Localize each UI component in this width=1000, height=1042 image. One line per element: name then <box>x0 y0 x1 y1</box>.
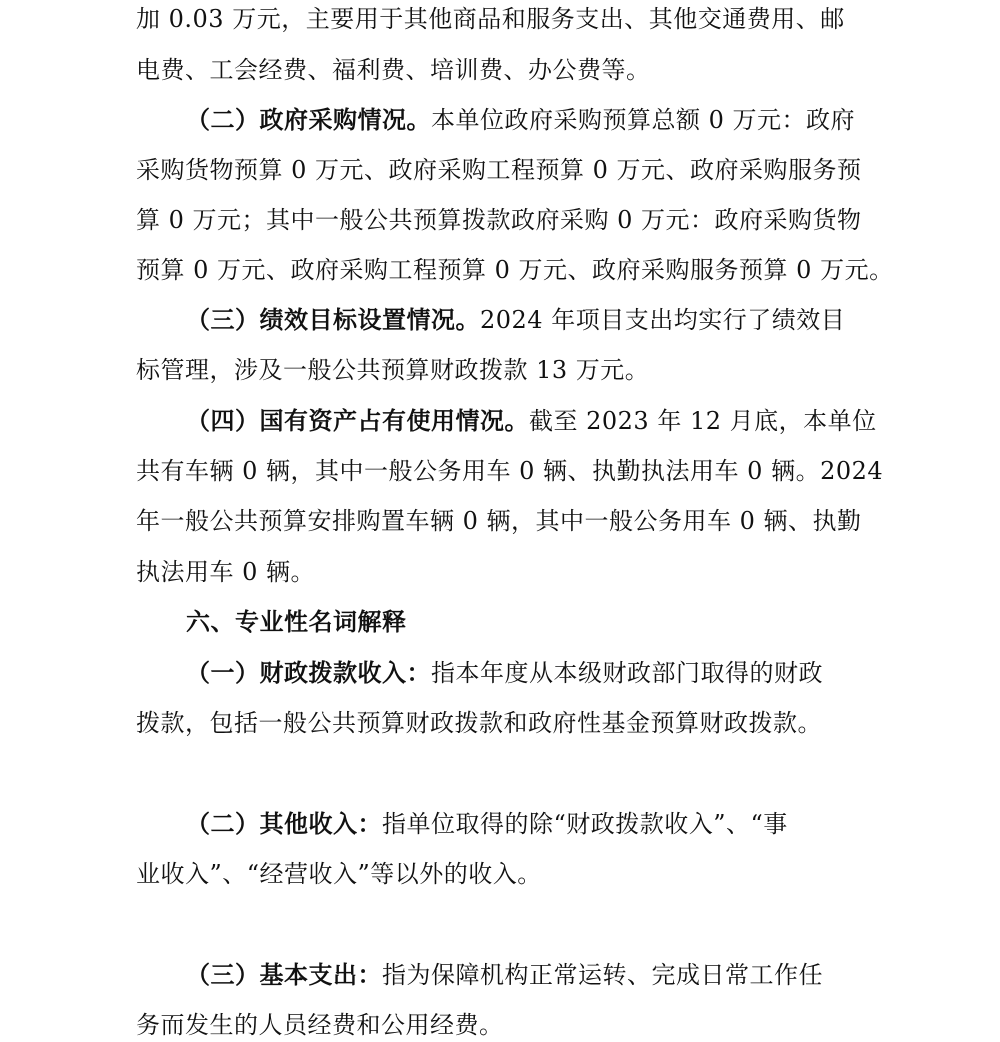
paragraph-line: 标管理，涉及一般公共预算财政拨款 13 万元。 <box>136 356 650 384</box>
section-line-fiscal-appropriation <box>186 656 823 690</box>
section-text: 2024 年项目支出均实行了绩效目 <box>480 306 846 334</box>
section-line-basic-expenditure <box>186 958 823 992</box>
section-heading: （二）政府采购情况。 <box>186 105 431 134</box>
section-heading: （二）其他收入： <box>186 809 382 838</box>
section-text: 指为保障机构正常运转、完成日常工作任 <box>382 961 823 989</box>
section-text: 截至 2023 年 12 月底，本单位 <box>529 407 877 435</box>
section-line-state-assets <box>186 404 877 438</box>
paragraph-line: 预算 0 万元、政府采购工程预算 0 万元、政府采购服务预算 0 万元。 <box>136 256 894 284</box>
section-text: 本单位政府采购预算总额 0 万元：政府 <box>431 106 856 134</box>
section-line-performance-targets <box>186 303 845 337</box>
paragraph-line: 业收入”、“经营收入”等以外的收入。 <box>136 860 542 888</box>
section-line-other-income <box>186 807 788 841</box>
section-heading: （四）国有资产占有使用情况。 <box>186 406 529 435</box>
paragraph-line: 年一般公共预算安排购置车辆 0 辆，其中一般公务用车 0 辆、执勤 <box>136 507 862 535</box>
chapter-heading-terminology: 六、专业性名词解释 <box>186 607 407 636</box>
paragraph-line: 共有车辆 0 辆，其中一般公务用车 0 辆、执勤执法用车 0 辆。2024 <box>136 457 884 485</box>
paragraph-line: 务而发生的人员经费和公用经费。 <box>136 1011 504 1039</box>
section-heading: （一）财政拨款收入： <box>186 658 431 687</box>
paragraph-line: 拨款，包括一般公共预算财政拨款和政府性基金预算财政拨款。 <box>136 709 822 737</box>
paragraph-line: 执法用车 0 辆。 <box>136 558 316 586</box>
section-text: 指本年度从本级财政部门取得的财政 <box>431 659 823 687</box>
section-heading: （三）基本支出： <box>186 960 382 989</box>
paragraph-line: 电费、工会经费、福利费、培训费、办公费等。 <box>136 56 651 84</box>
section-line-government-procurement <box>186 103 855 137</box>
paragraph-line: 采购货物预算 0 万元、政府采购工程预算 0 万元、政府采购服务预 <box>136 156 862 184</box>
section-text: 指单位取得的除“财政拨款收入”、“事 <box>382 810 788 838</box>
paragraph-line: 算 0 万元；其中一般公共预算拨款政府采购 0 万元：政府采购货物 <box>136 206 862 234</box>
section-heading: （三）绩效目标设置情况。 <box>186 305 480 334</box>
paragraph-line: 加 0.03 万元，主要用于其他商品和服务支出、其他交通费用、邮 <box>136 5 845 33</box>
